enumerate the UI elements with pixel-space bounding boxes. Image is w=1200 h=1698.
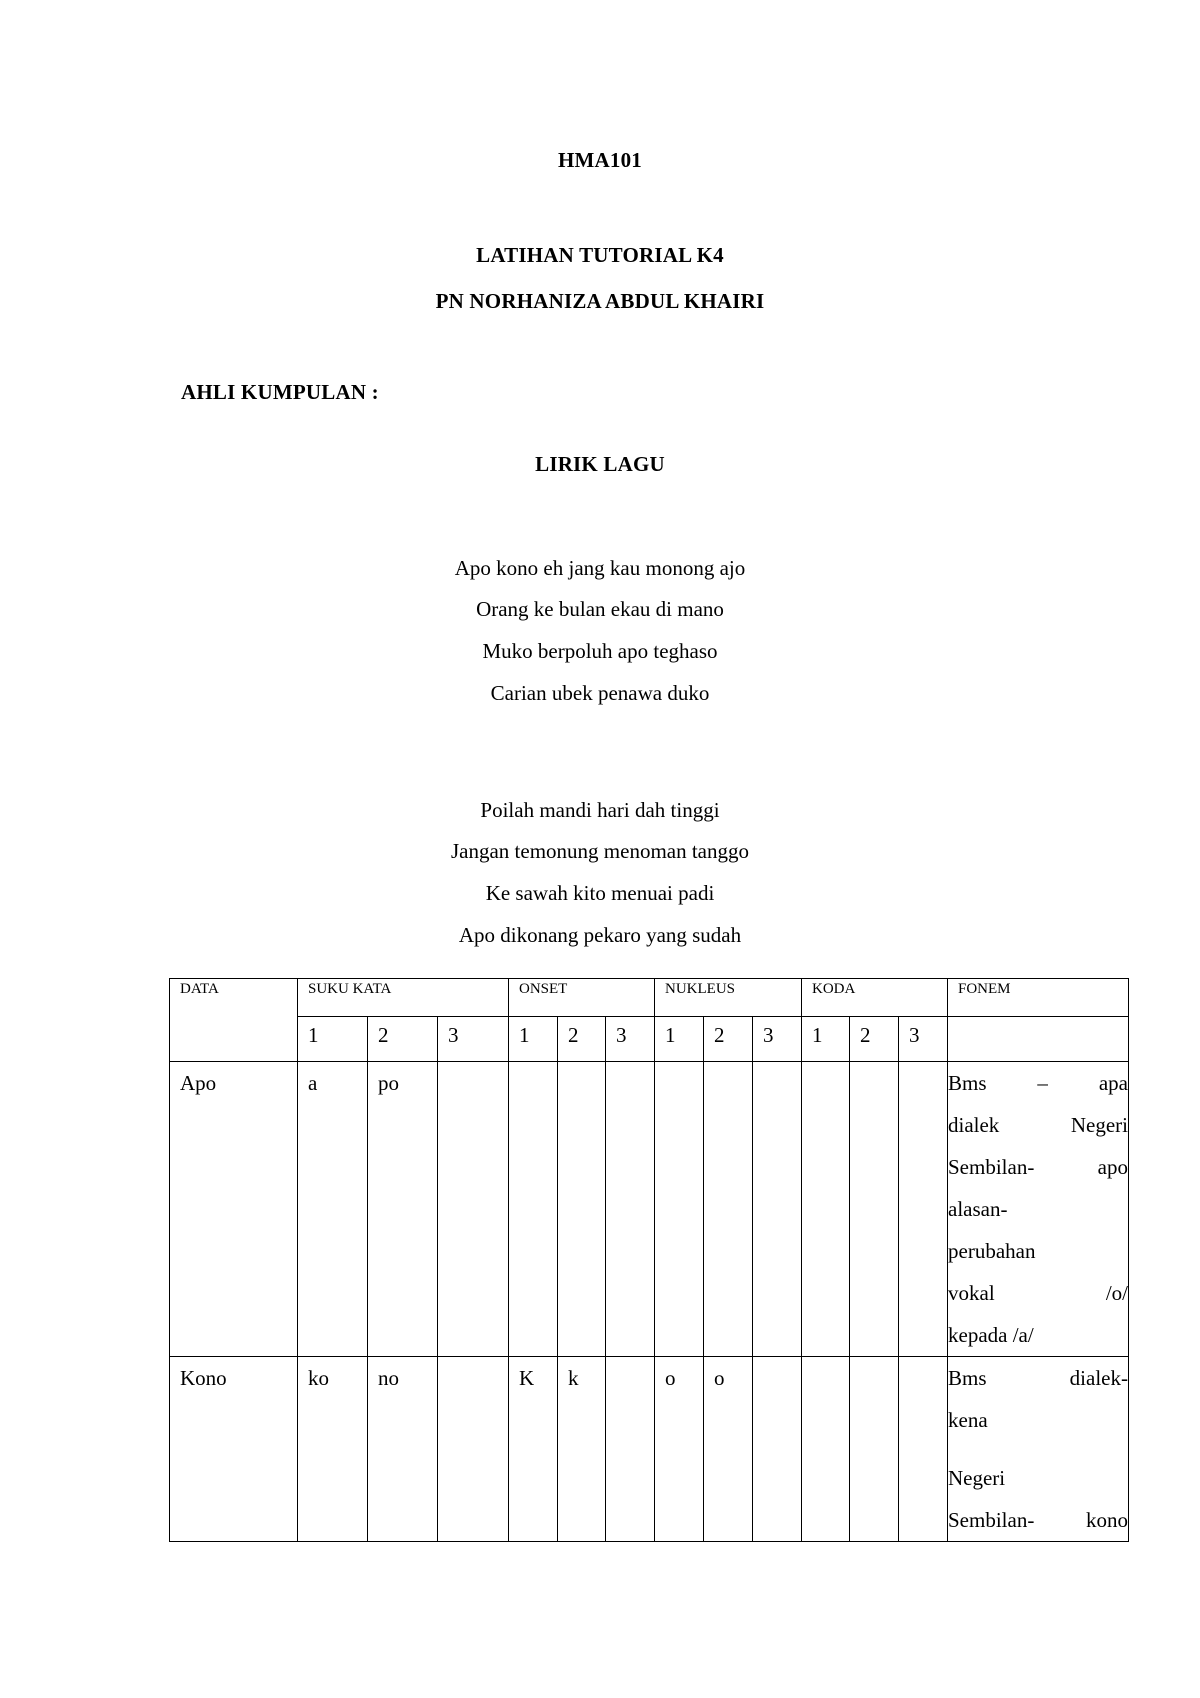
sub-number: 3 bbox=[753, 1017, 802, 1062]
table-row bbox=[170, 1062, 1129, 1357]
header-suku-kata-label: SUKU KATA bbox=[308, 981, 392, 997]
cell-koda bbox=[802, 1357, 850, 1542]
cell-data: Kono bbox=[170, 1357, 298, 1542]
sub-number-empty bbox=[948, 1017, 1129, 1062]
cell-nukleus bbox=[704, 1062, 753, 1357]
lecturer-name: PN NORHANIZA ABDUL KHAIRI bbox=[435, 289, 765, 313]
fonem-line: kena bbox=[948, 1408, 988, 1432]
lyric-line: Poilah mandi hari dah tinggi bbox=[480, 798, 720, 822]
fonem-line: perubahan bbox=[948, 1239, 1036, 1263]
fonem-line: Negeri bbox=[948, 1466, 1006, 1490]
cell-fonem bbox=[948, 1062, 1129, 1357]
fonem-line: kepada /a/ bbox=[948, 1323, 1034, 1347]
table-row bbox=[170, 1357, 1129, 1542]
cell-onset bbox=[606, 1357, 655, 1542]
cell-koda bbox=[899, 1062, 948, 1357]
cell-suku-kata: po bbox=[368, 1062, 438, 1357]
cell-suku-kata bbox=[438, 1357, 509, 1542]
cell-nukleus: o bbox=[655, 1357, 704, 1542]
cell-koda bbox=[899, 1357, 948, 1542]
cell-koda bbox=[850, 1062, 899, 1357]
header-data-label: DATA bbox=[180, 981, 219, 997]
sub-number: 3 bbox=[606, 1017, 655, 1062]
header-data bbox=[170, 979, 298, 1062]
header-nukleus bbox=[655, 979, 802, 1017]
phonology-table bbox=[169, 978, 1129, 1542]
lyric-line: Carian ubek penawa duko bbox=[490, 681, 710, 705]
fonem-line: Bms – apa bbox=[948, 1071, 1128, 1095]
cell-onset bbox=[606, 1062, 655, 1357]
sub-number: 1 bbox=[655, 1017, 704, 1062]
cell-suku-kata: a bbox=[298, 1062, 368, 1357]
course-code: HMA101 bbox=[557, 148, 643, 172]
header-suku-kata bbox=[298, 979, 509, 1017]
cell-onset bbox=[509, 1062, 558, 1357]
sub-number: 3 bbox=[438, 1017, 509, 1062]
header-fonem bbox=[948, 979, 1129, 1017]
lyric-line: Orang ke bulan ekau di mano bbox=[476, 597, 724, 621]
cell-koda bbox=[802, 1062, 850, 1357]
header-onset-label: ONSET bbox=[519, 981, 568, 997]
fonem-line: vokal /o/ bbox=[948, 1281, 1128, 1305]
table-header-row bbox=[170, 979, 1129, 1017]
lyric-line: Apo dikonang pekaro yang sudah bbox=[458, 923, 742, 947]
cell-onset: k bbox=[558, 1357, 606, 1542]
cell-nukleus bbox=[753, 1357, 802, 1542]
lyric-line: Muko berpoluh apo teghaso bbox=[482, 639, 718, 663]
sub-number: 1 bbox=[509, 1017, 558, 1062]
sub-number: 2 bbox=[704, 1017, 753, 1062]
cell-nukleus: o bbox=[704, 1357, 753, 1542]
cell-fonem bbox=[948, 1357, 1129, 1542]
cell-onset bbox=[558, 1062, 606, 1357]
table-subheader-row bbox=[170, 1017, 1129, 1062]
sub-number: 3 bbox=[899, 1017, 948, 1062]
header-onset bbox=[509, 979, 655, 1017]
header-fonem-label: FONEM bbox=[958, 981, 1011, 997]
sub-number: 1 bbox=[298, 1017, 368, 1062]
fonem-line: Sembilan- kono bbox=[948, 1508, 1128, 1532]
header-koda-label: KODA bbox=[812, 981, 856, 997]
cell-data: Apo bbox=[170, 1062, 298, 1357]
cell-suku-kata: no bbox=[368, 1357, 438, 1542]
cell-nukleus bbox=[655, 1062, 704, 1357]
lyric-line: Jangan temonung menoman tanggo bbox=[450, 839, 750, 863]
lyric-line: Apo kono eh jang kau monong ajo bbox=[454, 556, 746, 580]
fonem-spacer bbox=[948, 1441, 1128, 1457]
cell-onset: K bbox=[509, 1357, 558, 1542]
header-nukleus-label: NUKLEUS bbox=[665, 981, 735, 997]
sub-number: 2 bbox=[558, 1017, 606, 1062]
cell-suku-kata: ko bbox=[298, 1357, 368, 1542]
members-label: AHLI KUMPULAN : bbox=[181, 380, 379, 404]
fonem-line: alasan- bbox=[948, 1197, 1008, 1221]
cell-koda bbox=[850, 1357, 899, 1542]
fonem-line: Bms dialek- bbox=[948, 1366, 1128, 1390]
cell-nukleus bbox=[753, 1062, 802, 1357]
fonem-line: dialek Negeri bbox=[948, 1113, 1128, 1137]
lyric-line: Ke sawah kito menuai padi bbox=[485, 881, 715, 905]
lyrics-title: LIRIK LAGU bbox=[535, 452, 665, 476]
header-koda bbox=[802, 979, 948, 1017]
sub-number: 2 bbox=[850, 1017, 899, 1062]
cell-suku-kata bbox=[438, 1062, 509, 1357]
tutorial-title: LATIHAN TUTORIAL K4 bbox=[476, 243, 724, 267]
fonem-line: Sembilan- apo bbox=[948, 1155, 1128, 1179]
sub-number: 2 bbox=[368, 1017, 438, 1062]
sub-number: 1 bbox=[802, 1017, 850, 1062]
